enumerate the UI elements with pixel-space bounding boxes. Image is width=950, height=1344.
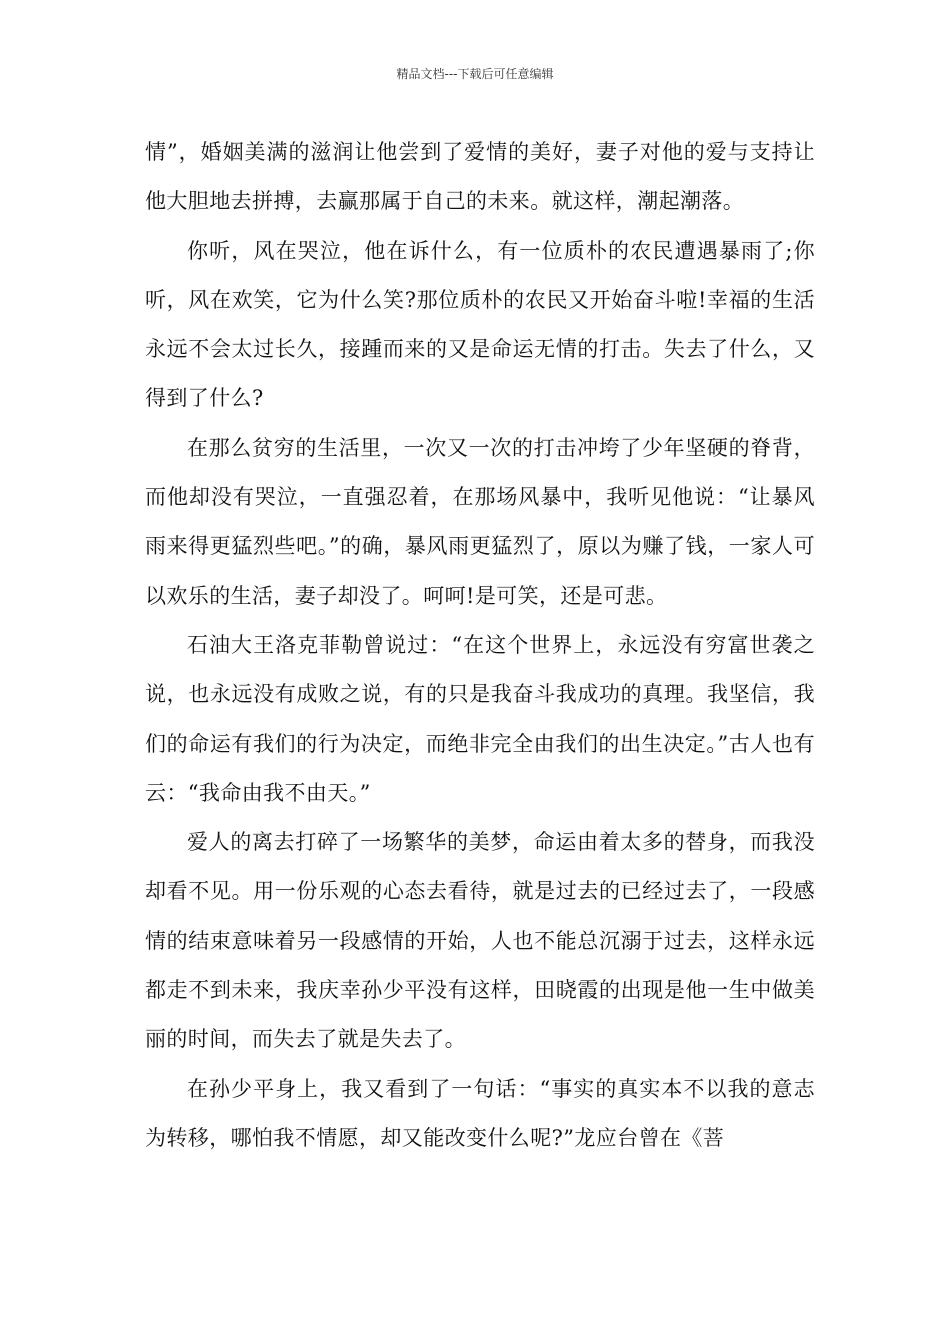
document-body <box>145 128 815 1163</box>
paragraph: 你听，风在哭泣，他在诉什么，有一位质朴的农民遭遇暴雨了;你听，风在欢笑，它为什么笑?那位质朴的农民又开始奋斗啦!幸福的生活永远不会太过长久，接踵而来的又是命运无情的打击。失去了什么，又得到了什么? <box>145 238 815 411</box>
paragraph: 在那么贫穷的生活里，一次又一次的打击冲垮了少年坚硬的脊背，而他却没有哭泣，一直强忍着，在那场风暴中，我听见他说：“让暴风雨来得更猛烈些吧。”的确，暴风雨更猛烈了，原以为赚了钱，一家人可以欢乐的生活，妻子却没了。呵呵!是可笑，还是可悲。 <box>145 435 815 608</box>
paragraph: 石油大王洛克菲勒曾说过：“在这个世界上，永远没有穷富世袭之说，也永远没有成败之说，有的只是我奋斗我成功的真理。我坚信，我们的命运有我们的行为决定，而绝非完全由我们的出生决定。”古人也有云：“我命由我不由天。” <box>145 632 815 805</box>
page-header: 精品文档---下载后可任意编辑 <box>396 67 554 81</box>
paragraph: 在孙少平身上，我又看到了一句话：“事实的真实本不以我的意志为转移，哪怕我不情愿，却又能改变什么呢?”龙应台曾在《菩 <box>145 1076 815 1150</box>
paragraph: 情”，婚姻美满的滋润让他尝到了爱情的美好，妻子对他的爱与支持让他大胆地去拼搏，去赢那属于自己的未来。就这样，潮起潮落。 <box>145 140 815 214</box>
paragraph: 爱人的离去打碎了一场繁华的美梦，命运由着太多的替身，而我没却看不见。用一份乐观的心态去看待，就是过去的已经过去了，一段感情的结束意味着另一段感情的开始，人也不能总沉溺于过去，这样永远都走不到未来，我庆幸孙少平没有这样，田晓霞的出现是他一生中做美丽的时间，而失去了就是失去了。 <box>145 830 815 1052</box>
